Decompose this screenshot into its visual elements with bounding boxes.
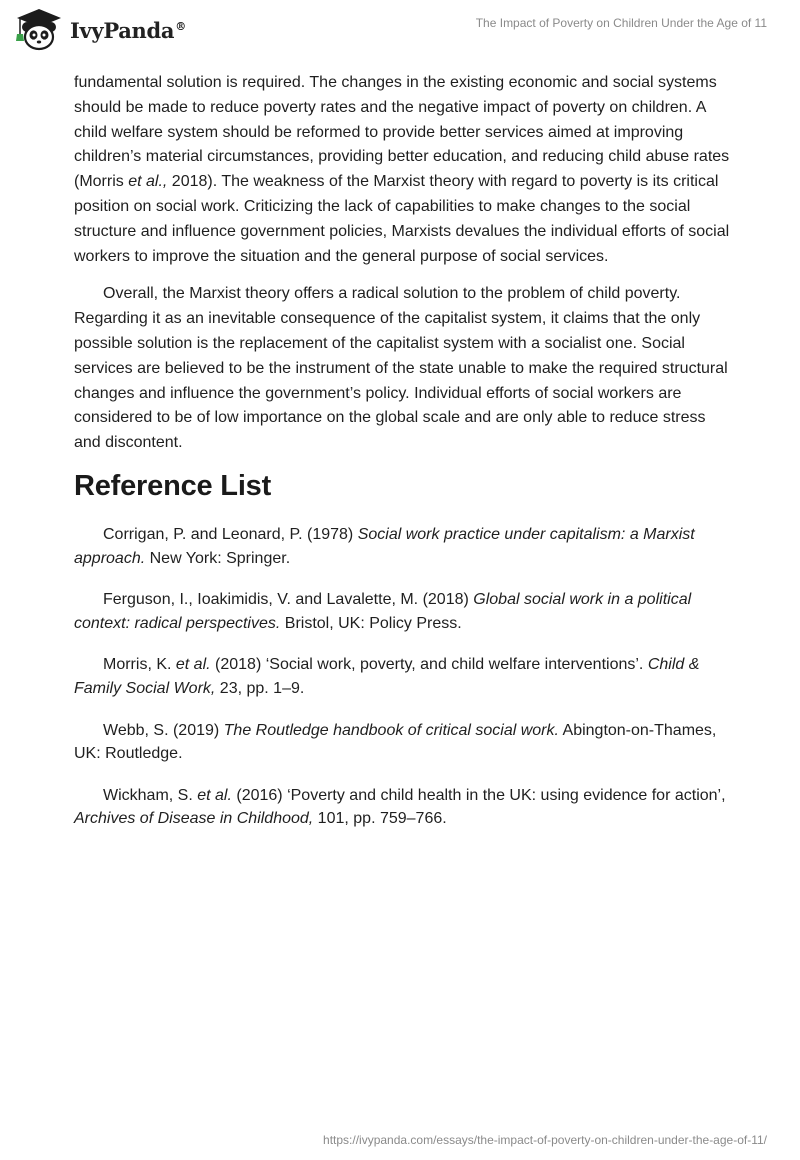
reference-item-2: Ferguson, I., Ioakimidis, V. and Lavalette, M. (2018) Global social work in a political context: radical perspectives. Bristol, UK: Policy Press. (74, 591, 692, 632)
body-paragraph-2: Overall, the Marxist theory offers a radical solution to the problem of child poverty. Regarding it as an inevitable consequence of the capitalist system, it claims that the only possible solution is the replacement of the capitalist system with a socialist one. Social services are believed to be the instrument of the state unable to make the required structural changes and influence the government’s policy. Individual efforts of social workers are considered to be of low importance on the global scale and are only able to reduce stress and discontent. (74, 285, 728, 452)
body-paragraph-1: fundamental solution is required. The changes in the existing economic and social systems should be made to reduce poverty rates and the negative impact of poverty on children. A child welfare system should be reformed to provide better services aimed at improving children’s material circumstances, providing better education, and reducing child abuse rates (Morris et al., 2018). The weakness of the Marxist theory with regard to poverty is its critical position on social work. Criticizing the lack of capabilities to make changes to the social structure and influence government policies, Marxists devalues the individual efforts of social workers to improve the situation and the general purpose of social services. (74, 74, 730, 265)
document-body (74, 71, 734, 849)
brand-name: IvyPanda® (70, 17, 186, 43)
brand-logo[interactable] (14, 8, 186, 52)
reference-item-3: Morris, K. et al. (2018) ‘Social work, poverty, and child welfare interventions’. Child & Family Social Work, 23, pp. 1–9. (74, 656, 700, 697)
reference-item-4: Webb, S. (2019) The Routledge handbook of critical social work. Abington-on-Thames, UK: Routledge. (74, 721, 717, 763)
panda-graduate-icon (14, 8, 64, 52)
source-url-link[interactable]: https://ivypanda.com/essays/the-impact-of-poverty-on-children-under-the-age-of-11/ (323, 1133, 767, 1147)
reference-item-1: Corrigan, P. and Leonard, P. (1978) Social work practice under capitalism: a Marxist approach. New York: Springer. (74, 525, 695, 567)
running-title: The Impact of Poverty on Children Under the Age of 11 (475, 16, 767, 30)
reference-item-5: Wickham, S. et al. (2016) ‘Poverty and child health in the UK: using evidence for action’, Archives of Disease in Childhood, 101, pp. 759–766. (74, 786, 726, 828)
reference-list-heading: Reference List (74, 469, 272, 502)
